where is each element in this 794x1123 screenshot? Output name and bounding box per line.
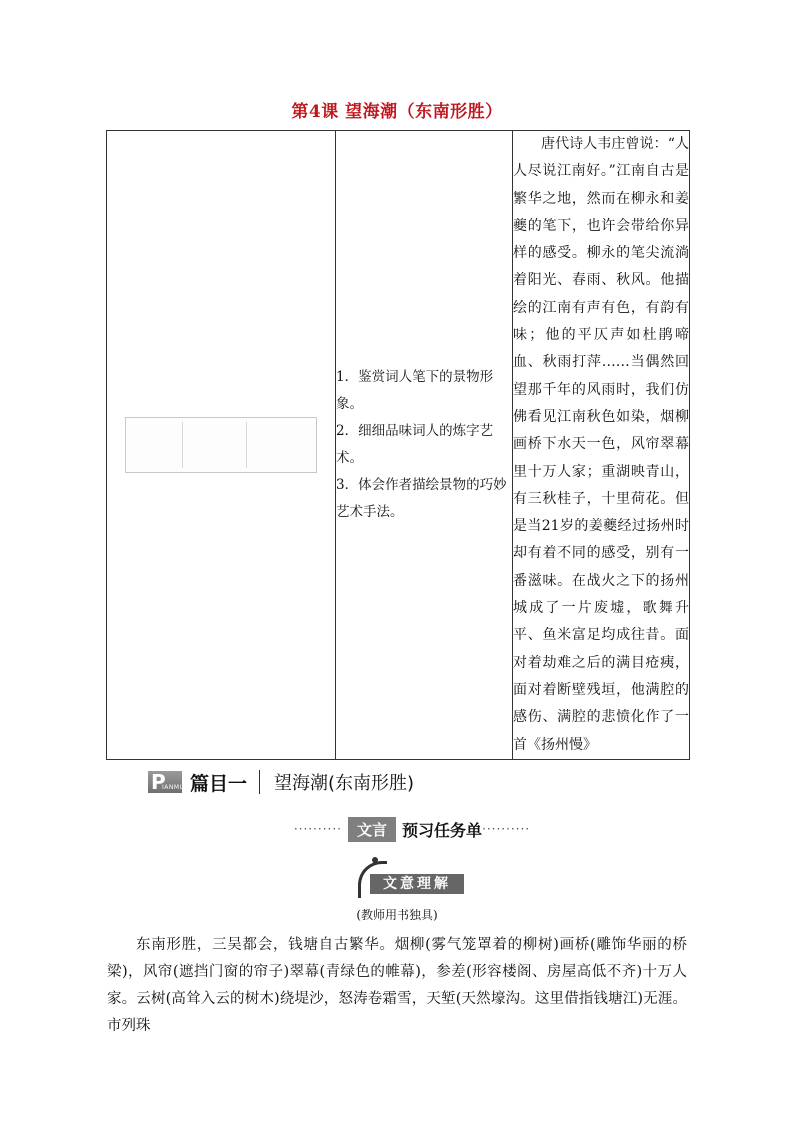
badge-letter: P (151, 770, 166, 794)
badge-label: 文意理解 (370, 874, 464, 894)
image-divider (246, 422, 247, 468)
teacher-note: (教师用书独具) (356, 908, 438, 922)
goal-item: 2．细细品味词人的炼字艺术。 (336, 422, 494, 466)
pianmu-badge (148, 770, 185, 794)
banner-dots-right: ·········· (482, 822, 531, 836)
section-label: 篇目一 (190, 772, 248, 795)
banner-label: 预习任务单 (402, 820, 483, 840)
learning-goals-cell (336, 131, 513, 760)
image-cell (107, 131, 336, 760)
intro-table (106, 130, 690, 760)
task-banner (262, 816, 562, 842)
image-divider (182, 422, 183, 468)
section-title: 望海潮(东南形胜) (274, 773, 415, 794)
goal-item: 1．鉴赏词人笔下的景物形象。 (336, 368, 494, 412)
translation-paragraph: 东南形胜，三吴都会，钱塘自古繁华。烟柳(雾气笼罩着的柳树)画桥(雕饰华丽的桥梁)，风帘(遮挡门窗的帘子)翠幕(青绿色的帷幕)，参差(形容楼阁、房屋高低不齐)十万人家。云树(高耸入云的树木)绕堤沙，怒涛卷霜雪，天堑(天然壕沟。这里借指钱塘江)无涯。市列珠 (107, 937, 687, 1034)
section-divider (259, 770, 260, 794)
placeholder-image (125, 417, 317, 473)
intro-text-cell: 唐代诗人韦庄曾说：“人人尽说江南好。”江南自古是繁华之地，然而在柳永和姜夔的笔下，也许会带给你异样的感受。柳永的笔尖流淌着阳光、春雨、秋风。他描绘的江南有声有色，有韵有味；他的平仄声如杜鹃啼血、秋雨打萍……当偶然回望那千年的风雨时，我们仿佛看见江南秋色如染，烟柳画桥下水天一色，风帘翠幕里十万人家；重湖映青山，有三秋桂子，十里荷花。但是当21岁的姜夔经过扬州时却有着不同的感受，别有一番滋味。在战火之下的扬州城成了一片废墟，歌舞升平、鱼米富足均成往昔。面对着劫难之后的满目疮痍，面对着断壁残垣，他满腔的感伤、满腔的悲愤化作了一首《扬州慢》 (513, 131, 690, 760)
section-header (148, 768, 414, 796)
badge-small-text: IANMU (162, 784, 185, 791)
badge-dot-decoration (372, 857, 378, 863)
understanding-badge (358, 857, 468, 897)
page-title: 第4课 望海潮（东南形胜） (291, 102, 503, 122)
goal-item: 3．体会作者描绘景物的巧妙艺术手法。 (336, 476, 507, 520)
banner-dots-left: ·········· (293, 822, 342, 836)
banner-tag: 文言 (348, 817, 396, 842)
